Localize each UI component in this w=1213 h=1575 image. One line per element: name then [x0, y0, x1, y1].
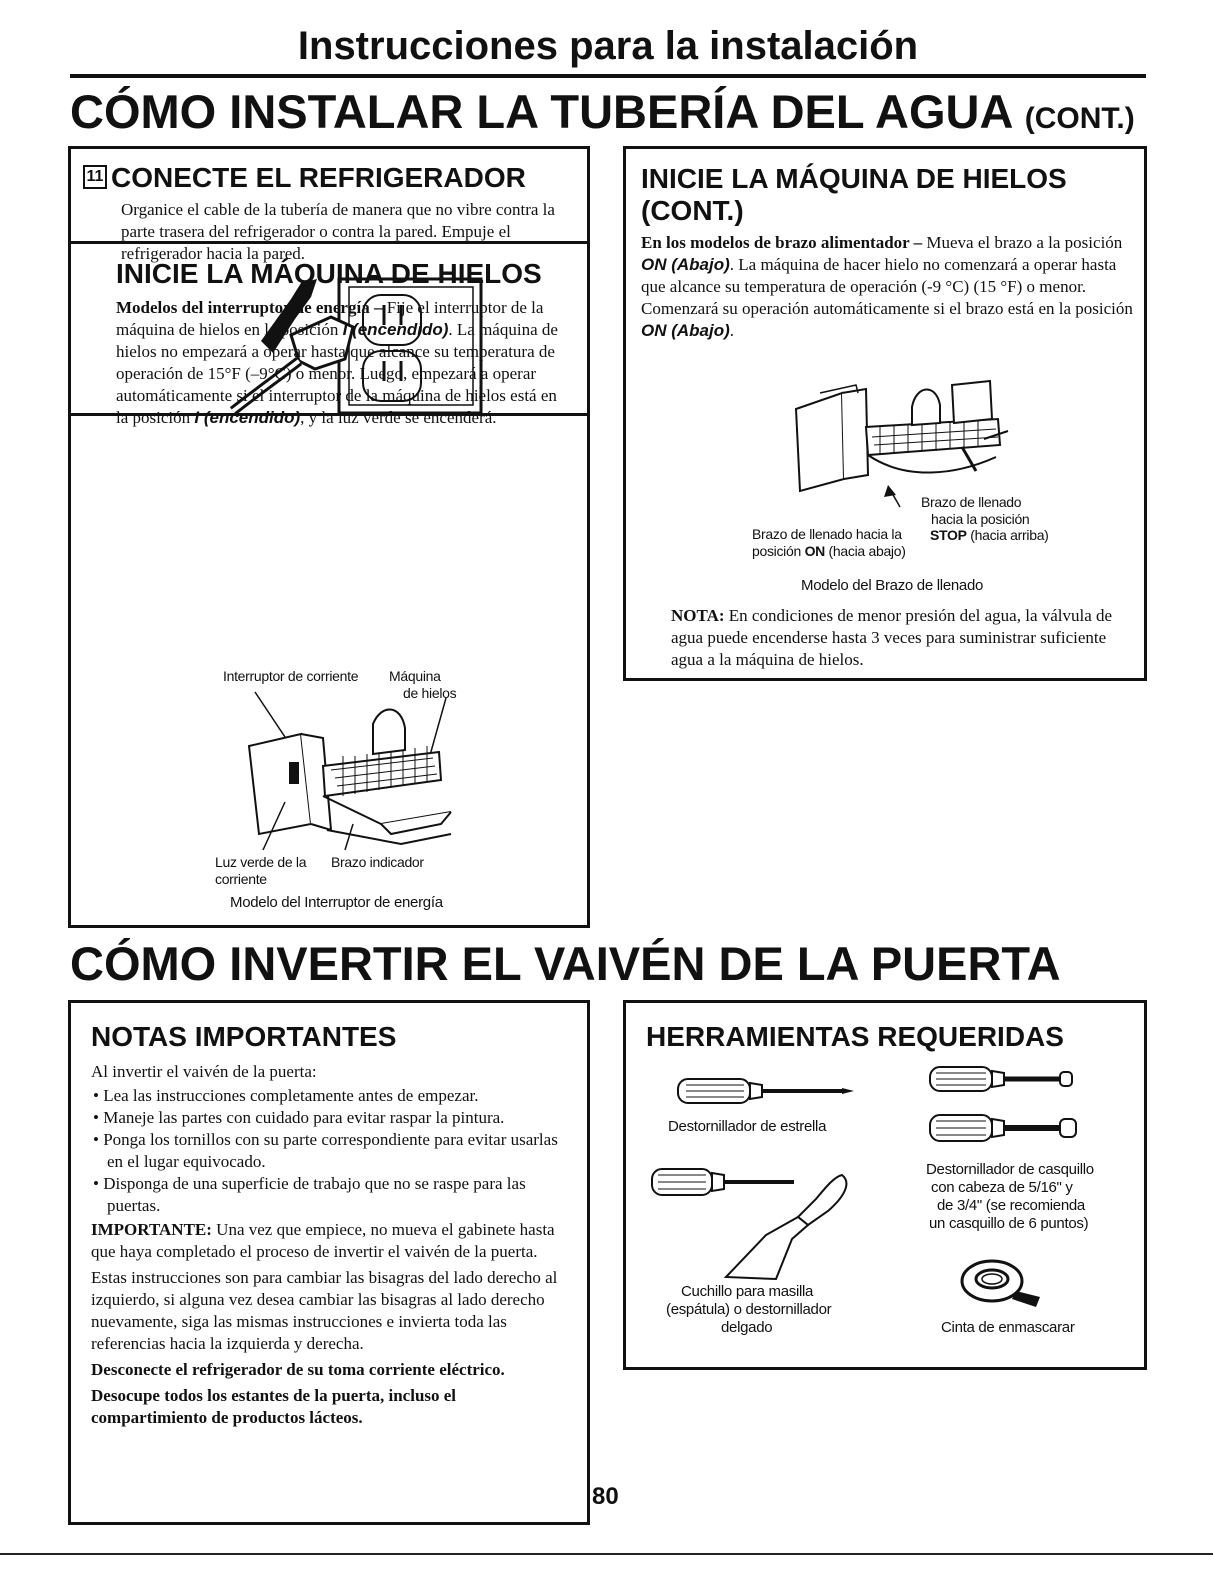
hinges-paragraph: Estas instrucciones son para cambiar las bisagras del lado derecho al izquierdo, si alguna vez desea cambiar las bisagras al lado derecho nuevamente, siga las mismas instrucciones e invierta toda las referencias hacia la izquierda y derecha. — [91, 1268, 558, 1353]
masking-tape-icon — [956, 1255, 1046, 1311]
start-icemaker-box — [68, 241, 590, 928]
switch-models-lead: Modelos del interruptor de energía – — [116, 298, 383, 317]
putty-label-1: Cuchillo para masilla — [681, 1283, 814, 1300]
putty-knife-icon — [648, 1153, 858, 1283]
disconnect-paragraph: Desconecte el refrigerador de su toma corriente eléctrico. — [91, 1360, 505, 1379]
feeler-text-a: Mueva el brazo a la posición — [922, 233, 1123, 252]
important-notes-title: NOTAS IMPORTANTES — [91, 1021, 397, 1052]
masking-tape-label: Cinta de enmascarar — [941, 1319, 1075, 1336]
socket-label-2: con cabeza de 5/16" y — [931, 1179, 1073, 1196]
fill-arm-model-caption: Modelo del Brazo de llenado — [801, 577, 984, 594]
page-header: Instrucciones para la instalación — [297, 24, 919, 68]
feeler-text-c: . — [729, 321, 735, 340]
indicator-arm-label: Brazo indicador — [331, 854, 424, 870]
important-paragraph — [91, 1219, 571, 1263]
notes-intro: Al invertir el vaivén de la puerta: — [91, 1062, 317, 1081]
on-direction: (hacia abajo) — [824, 543, 906, 559]
start-icemaker-cont-box — [623, 146, 1147, 681]
notes-bullet-list — [91, 1085, 571, 1217]
on-keyword: ON — [804, 543, 825, 559]
section-title-text: CÓMO INSTALAR LA TUBERÍA DEL AGUA — [70, 85, 1012, 138]
icemaker-label-2: de hielos — [403, 685, 457, 701]
socket-label-4: un casquillo de 6 puntos) — [929, 1215, 1089, 1232]
start-icemaker-cont-title-2: (CONT.) — [641, 195, 744, 226]
connect-text: Organice el cable de la tubería de manera que no vibre contra la parte trasera del refrigerador o contra la pared. Empuje el refrigerador hacia la pared. — [121, 200, 555, 263]
important-notes-box — [68, 1000, 590, 1525]
connect-title: CONECTE EL REFRIGERADOR — [111, 162, 526, 193]
section-title-door-swing: CÓMO INVERTIR EL VAIVÉN DE LA PUERTA — [70, 937, 1061, 990]
list-item: • Disponga de una superficie de trabajo que no se raspe para las puertas. — [91, 1173, 571, 1217]
step-number-badge: 11 — [83, 165, 107, 189]
note-text — [671, 605, 1136, 671]
footer-rule — [0, 1553, 1213, 1555]
stop-keyword: STOP — [930, 527, 967, 543]
putty-label-2: (espátula) o destornillador — [666, 1301, 832, 1318]
start-icemaker-text — [116, 297, 571, 429]
phillips-screwdriver-icon — [676, 1071, 856, 1111]
socket-label-1: Destornillador de casquillo — [926, 1161, 1094, 1178]
important-notes-body — [91, 1061, 571, 1429]
start-icemaker-title: INICIE LA MÁQUINA DE HIELOS — [116, 258, 542, 289]
fill-arm-stop-label-2: hacia la posición — [931, 511, 1030, 527]
required-tools-title: HERRAMIENTAS REQUERIDAS — [646, 1021, 1064, 1052]
list-item: • Ponga los tornillos con su parte correspondiente para evitar usarlas en el lugar equivocado. — [91, 1129, 571, 1173]
socket-driver-icon — [926, 1063, 1086, 1151]
switch-text-a: Fije el interruptor de la máquina de hielos en la posición — [116, 298, 544, 339]
on-position-label-1: I (encendido) — [342, 320, 449, 339]
fill-arm-on-label-1: Brazo de llenado hacia la — [752, 526, 902, 542]
start-icemaker-cont-text — [641, 232, 1136, 342]
note-lead: NOTA: — [671, 606, 725, 625]
important-body: Una vez que empiece, no mueva el gabinete hasta que haya completado el proceso de invertir el vaivén de la puerta. — [91, 1220, 555, 1261]
on-prefix: posición — [752, 543, 805, 559]
icemaker-label-1: Máquina — [389, 668, 441, 684]
empty-shelves-paragraph: Desocupe todos los estantes de la puerta, incluso el compartimiento de productos lácteos. — [91, 1386, 457, 1427]
section-title-suffix: (CONT.) — [1024, 102, 1135, 135]
header-rule — [70, 74, 1146, 78]
fill-arm-stop-label-1: Brazo de llenado — [921, 494, 1022, 510]
feeler-arm-lead: En los modelos de brazo alimentador – — [641, 233, 923, 252]
required-tools-box — [623, 1000, 1147, 1370]
power-switch-model-caption: Modelo del Interruptor de energía — [230, 894, 443, 911]
on-down-label-1: ON (Abajo) — [641, 255, 730, 274]
phillips-label: Destornillador de estrella — [668, 1118, 827, 1135]
feeler-text-b: . La máquina de hacer hielo no comenzará a operar hasta que alcance su temperatura de operación (-9 °C) (15 °F) o menor. Comenzará su operación automáticamente si el brazo está en la posición — [641, 255, 1133, 318]
stop-direction: (hacia arriba) — [966, 527, 1049, 543]
switch-text-b: . La máquina de hielos no empezará a operar hasta que alcance su temperatura de operación de 15°F (–9°C) o menor. Luego, empezará a operar automáticamente si el interruptor de la máquina de hielos está en la posición — [116, 320, 558, 427]
green-light-label-1: Luz verde de la — [215, 854, 307, 870]
list-item: • Lea las instrucciones completamente antes de empezar. — [91, 1085, 571, 1107]
fill-arm-on-label-2 — [752, 543, 906, 560]
power-switch-label: Interruptor de corriente — [223, 668, 359, 684]
green-light-label-2: corriente — [215, 871, 267, 887]
page-number: 80 — [592, 1483, 619, 1510]
feeler-arm-illustration — [786, 379, 1016, 509]
on-down-label-2: ON (Abajo) — [641, 321, 730, 340]
important-lead: IMPORTANTE: — [91, 1220, 212, 1239]
callout-lines — [251, 794, 371, 854]
section-title-water-line — [70, 84, 1135, 147]
list-item: • Maneje las partes con cuidado para evitar raspar la pintura. — [91, 1107, 571, 1129]
switch-text-c: , y la luz verde se encenderá. — [300, 408, 497, 427]
putty-label-3: delgado — [721, 1319, 773, 1336]
fill-arm-stop-label-3 — [930, 527, 1049, 544]
note-body: En condiciones de menor presión del agua, la válvula de agua puede encenderse hasta 3 veces para suministrar suficiente agua a la máquina de hielos. — [671, 606, 1113, 669]
on-position-label-2: I (encendido) — [194, 408, 301, 427]
socket-label-3: de 3/4" (se recomienda — [937, 1197, 1085, 1214]
start-icemaker-cont-title-1: INICIE LA MÁQUINA DE HIELOS — [641, 163, 1067, 194]
